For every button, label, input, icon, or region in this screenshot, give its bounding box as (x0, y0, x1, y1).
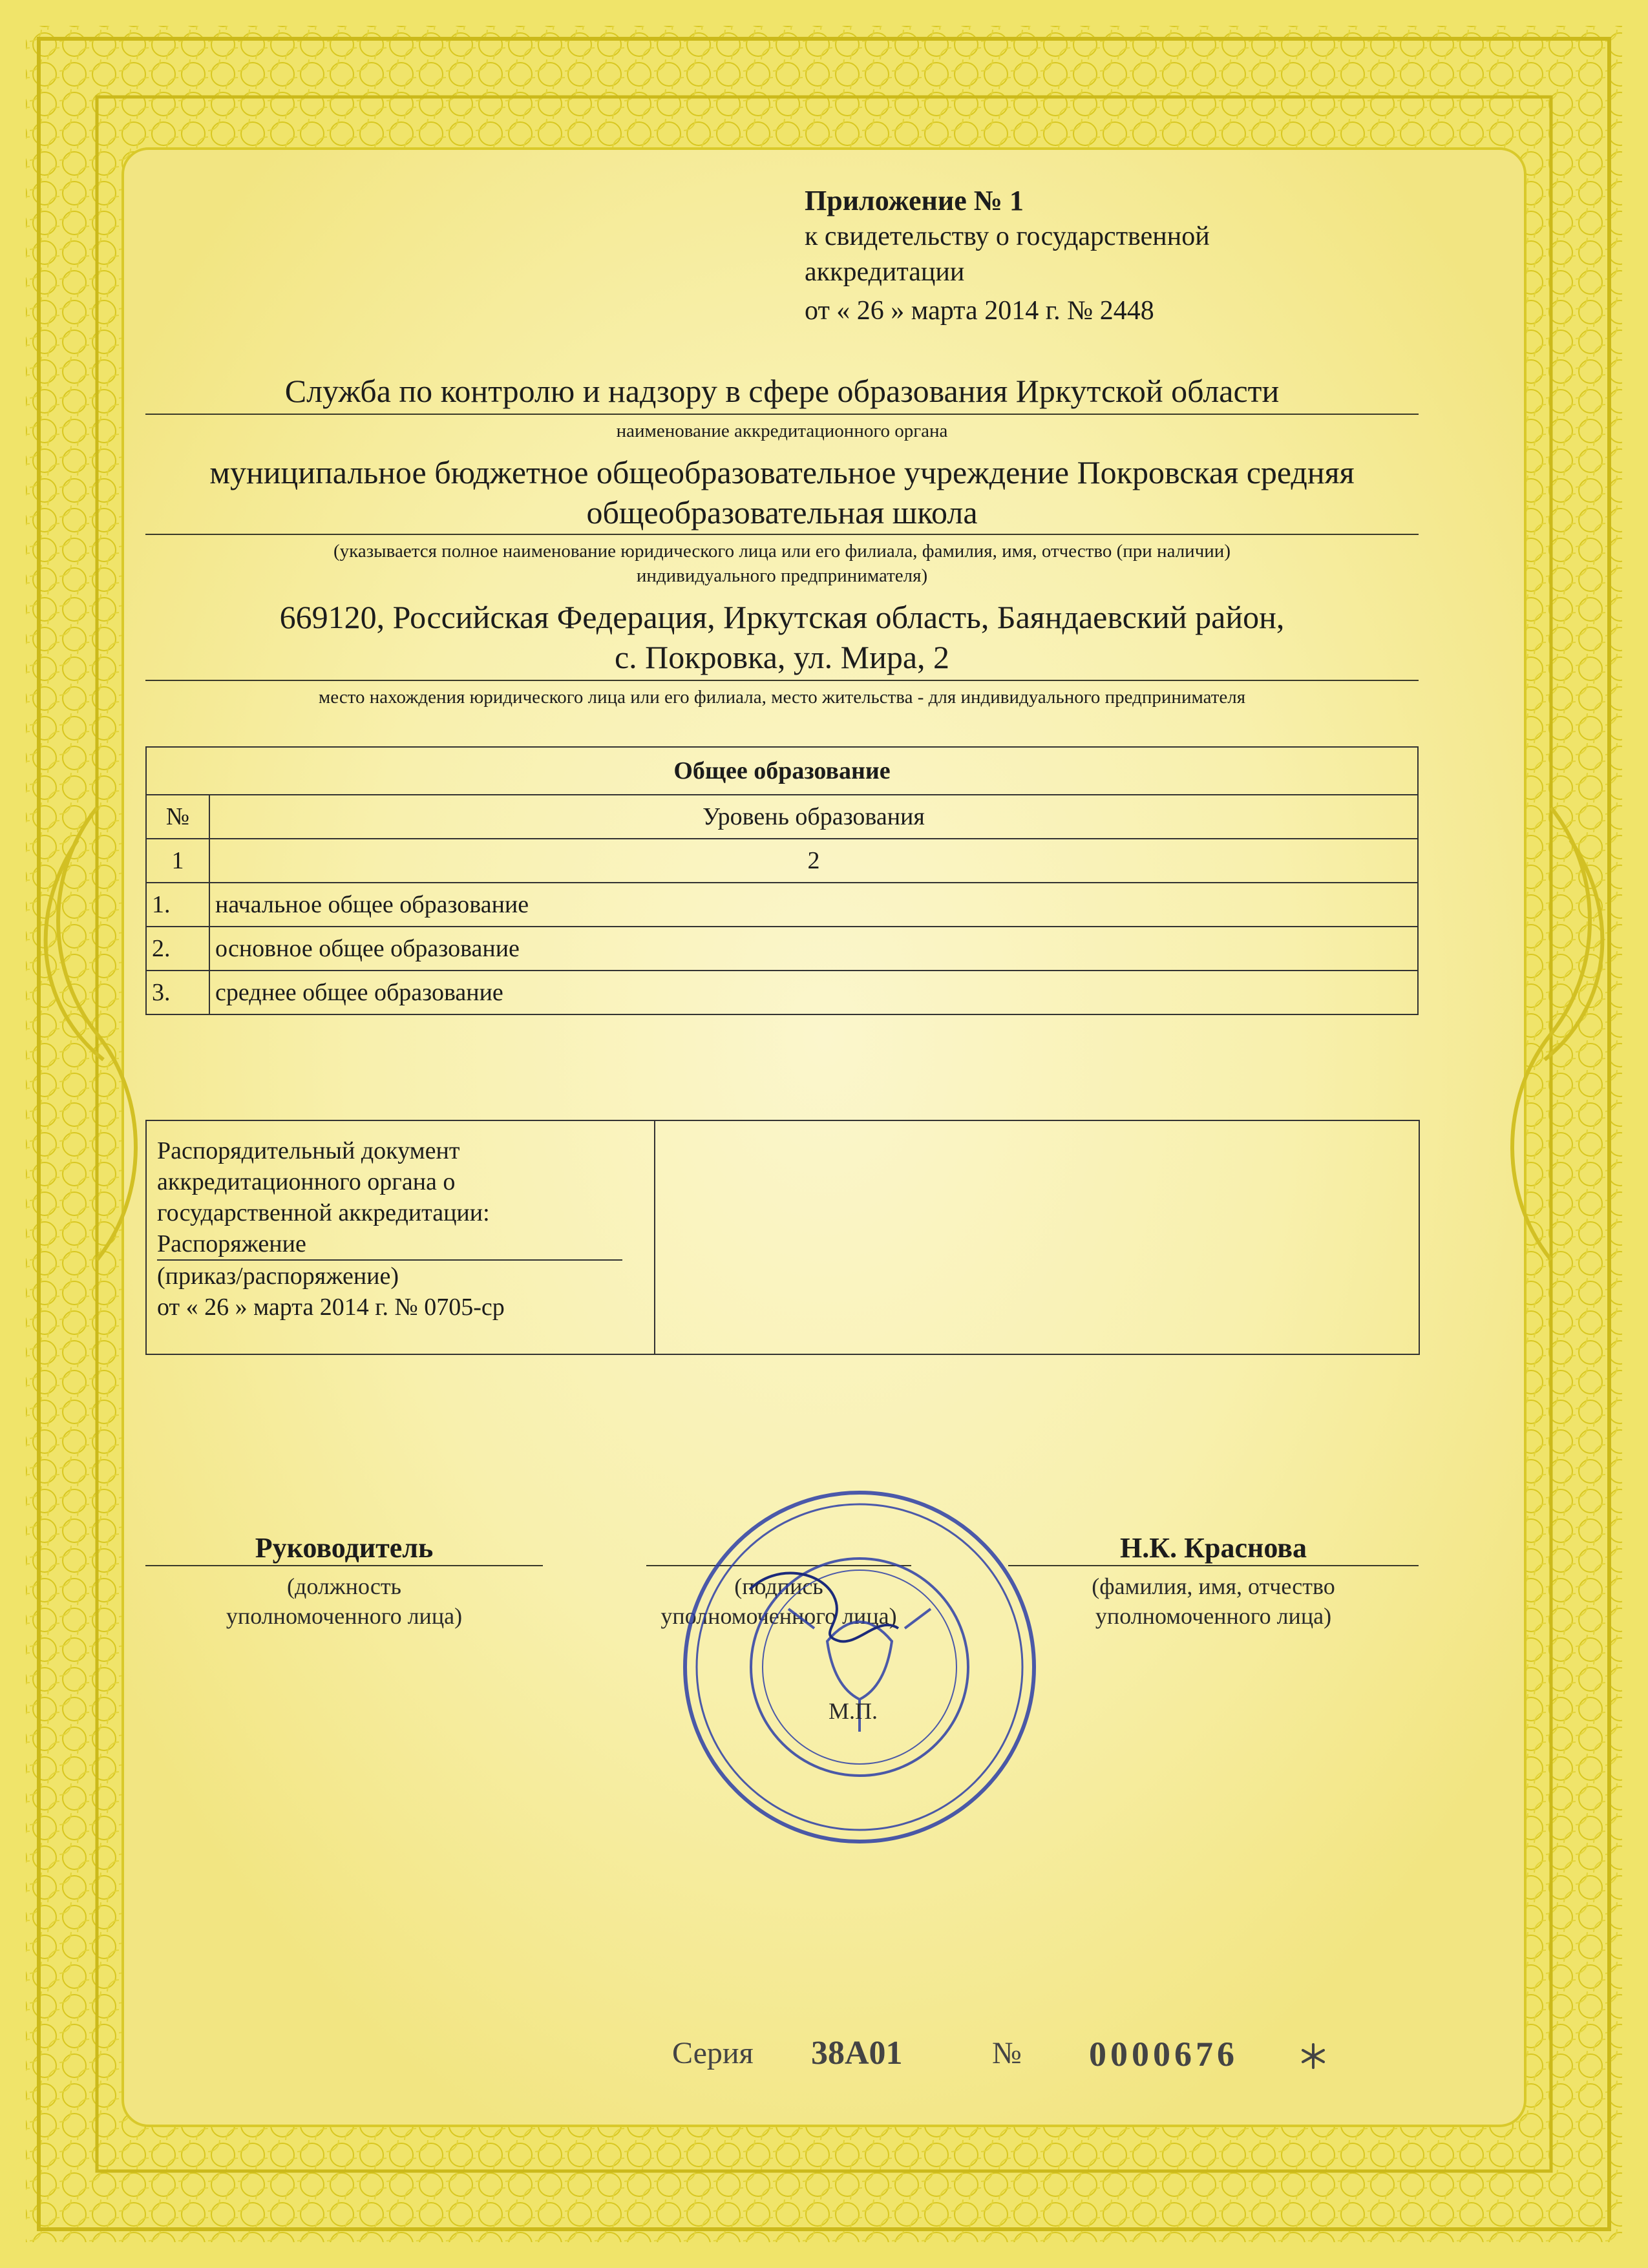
annex-line-2: аккредитации (805, 257, 965, 287)
order-line-1: Распорядительный документ (157, 1137, 460, 1164)
authority-caption: наименование аккредитационного органа (616, 421, 948, 441)
row-number: 3. (146, 971, 209, 1014)
series-label: Серия (672, 2036, 754, 2070)
signer-name: Н.К. Краснова (1119, 1532, 1307, 1564)
table-row (146, 971, 1418, 1014)
official-stamp (672, 1480, 1047, 1854)
number-label: № (992, 2036, 1022, 2070)
table-section-title: Общее образование (146, 747, 1418, 795)
annex-line-1: к свидетельству о государственной (805, 222, 1210, 251)
organization-caption-2: индивидуального предпринимателя) (636, 565, 928, 586)
table-row (146, 883, 1418, 927)
row-level: основное общее образование (209, 927, 1418, 971)
number-value: 0000676 (1089, 2035, 1238, 2074)
order-document-box (145, 1120, 1420, 1355)
row-level: начальное общее образование (209, 883, 1418, 927)
organization-name-2: общеобразовательная школа (586, 494, 978, 530)
table-row (146, 927, 1418, 971)
annex-title: Приложение № 1 (805, 185, 1024, 216)
signature-caption-2: уполномоченного лица) (660, 1603, 897, 1629)
annex-line-3: от « 26 » марта 2014 г. № 2448 (805, 296, 1154, 326)
stamp-place: М.П. (828, 1698, 878, 1724)
address-line-1: 669120, Российская Федерация, Иркутская область, Баяндаевский район, (279, 599, 1285, 635)
row-level: среднее общее образование (209, 971, 1418, 1014)
education-table (145, 746, 1419, 1015)
column-level-header: Уровень образования (209, 795, 1418, 839)
snowflake-icon (1299, 2042, 1327, 2070)
column-number-header: № (146, 795, 209, 839)
row-number: 1. (146, 883, 209, 927)
signature-caption-1: (подпись (734, 1573, 823, 1599)
name-caption-1: (фамилия, имя, отчество (1092, 1573, 1335, 1599)
organization-name-1: муниципальное бюджетное общеобразовательное учреждение Покровская средняя (209, 454, 1355, 490)
row-number: 2. (146, 927, 209, 971)
address-caption: место нахождения юридического лица или его филиала, место жительства - для индивидуального предпринимателя (318, 687, 1246, 708)
position-title: Руководитель (255, 1532, 434, 1564)
order-line-2: аккредитационного органа о (157, 1168, 456, 1195)
position-caption-2: уполномоченного лица) (226, 1603, 463, 1629)
order-type: Распоряжение (157, 1228, 622, 1261)
name-caption-2: уполномоченного лица) (1095, 1603, 1332, 1629)
position-caption-1: (должность (287, 1573, 401, 1599)
column-index-1: 1 (146, 839, 209, 883)
authority-name: Служба по контролю и надзору в сфере образования Иркутской области (284, 373, 1280, 409)
organization-caption-1: (указывается полное наименование юридического лица или его филиала, фамилия, имя, отчество (при наличии) (333, 541, 1231, 562)
series-value: 38А01 (811, 2035, 903, 2072)
column-index-2: 2 (209, 839, 1418, 883)
order-text (157, 1135, 622, 1323)
order-date: от « 26 » марта 2014 г. № 0705-ср (157, 1294, 505, 1321)
order-type-caption: (приказ/распоряжение) (157, 1263, 399, 1290)
address-line-2: с. Покровка, ул. Мира, 2 (614, 639, 950, 675)
order-line-3: государственной аккредитации: (157, 1199, 490, 1226)
